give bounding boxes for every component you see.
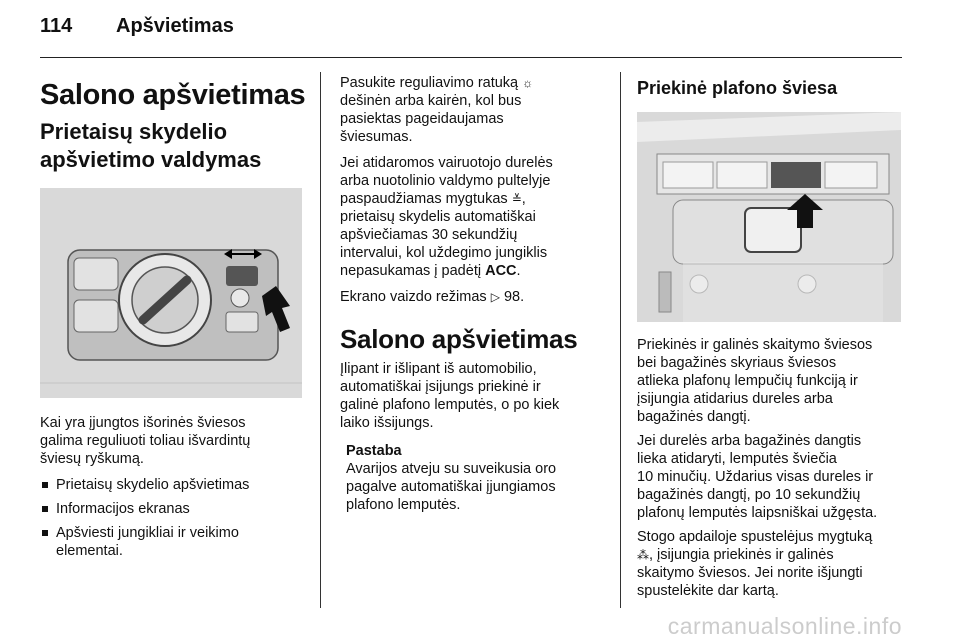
text-line: įsijungia atidarius dureles arba xyxy=(637,391,833,407)
list-item xyxy=(40,500,306,518)
text-line: bei bagažinės skyriaus šviesos xyxy=(637,355,837,371)
list-item-text: Prietaisų skydelio apšvietimas xyxy=(56,477,250,493)
text-line: spustelėkite dar kartą. xyxy=(637,583,779,599)
note-text xyxy=(346,460,586,514)
text-line: bagažinės dangtį, po 10 sekundžių xyxy=(637,487,861,503)
page-reference: 98. xyxy=(503,289,525,305)
note-block xyxy=(340,442,586,514)
roof-button-paragraph xyxy=(637,528,905,600)
text-line: paspaudžiamas mygtukas xyxy=(340,191,508,207)
bullet-square-icon xyxy=(42,482,48,488)
list-item-text: elementai. xyxy=(56,543,123,559)
text-line: , įsijungia priekinės ir galinės xyxy=(649,547,834,563)
section-title: Apšvietimas xyxy=(116,15,234,37)
text-line: automatiškai įsijungs priekinė ir xyxy=(340,379,541,395)
page-number: 114 xyxy=(40,15,73,37)
text-line: plafono lemputės. xyxy=(346,497,461,513)
front-courtesy-light-figure xyxy=(637,112,901,322)
text-line: 10 minučių. Uždarius visas dureles ir xyxy=(637,469,874,485)
text-line: laiko išsijungs. xyxy=(340,415,434,431)
text-line: Ekrano vaizdo režimas xyxy=(340,289,487,305)
text-line: pasiektas pageidaujamas xyxy=(340,111,504,127)
column-2 xyxy=(340,72,586,514)
reading-lights-paragraph xyxy=(637,336,905,426)
text-line: bagažinės dangtį. xyxy=(637,409,751,425)
page-reference-icon: ▷ xyxy=(490,290,500,304)
intro-paragraph xyxy=(40,414,306,468)
column-divider-2 xyxy=(620,72,621,608)
text-line: dešinėn arba kairėn, kol bus xyxy=(340,93,522,109)
list-item xyxy=(40,524,306,560)
text-line: Pasukite reguliavimo ratuką xyxy=(340,75,519,91)
list-item-text: Apšviesti jungikliai ir veikimo xyxy=(56,525,239,541)
unlock-button-icon: ≚ xyxy=(511,192,522,206)
text-line: Avarijos atveju su suveikusia oro xyxy=(346,461,557,477)
column-3 xyxy=(637,72,905,600)
text-line: lieka atidaryti, lemputės šviečia xyxy=(637,451,837,467)
text-line: apšviečiamas 30 sekundžių xyxy=(340,227,518,243)
thumbwheel-icon: ☼ xyxy=(522,76,534,90)
subsection-heading xyxy=(40,118,306,174)
text-line: skaitymo šviesos. Jei norite išjungti xyxy=(637,565,863,581)
text-line: prietaisų skydelis automatiškai xyxy=(340,209,536,225)
column-1 xyxy=(40,72,306,560)
text-line: galinė plafono lemputės, o po kiek xyxy=(340,397,560,413)
door-paragraph: Jei atidaromos vairuotojo durelės arba nuotolinio valdymo pultelyje paspaudžiamas mygtukas ≚, prietaisų skydelis automatiškai apšviečiamas 30 sekundžių intervalui, kol uždegimo jungiklis nepasukamas į padėtį ACC. xyxy=(340,155,553,279)
interior-paragraph xyxy=(340,360,586,432)
column-divider-1 xyxy=(320,72,321,608)
chapter-heading: Salono apšvietimas xyxy=(40,79,306,111)
courtesy-light-button-icon: ⁂ xyxy=(637,548,649,562)
instrument-panel-dial-figure xyxy=(40,188,302,398)
text-line: Priekinės ir galinės skaitymo šviesos xyxy=(637,337,873,353)
header-rule xyxy=(40,57,902,58)
list-item xyxy=(40,476,306,494)
subheading-line: apšvietimo valdymas xyxy=(40,147,262,172)
text-line: nepasukamas į padėtį xyxy=(340,263,482,279)
bullet-square-icon xyxy=(42,530,48,536)
text-line: arba nuotolinio valdymo pultelyje xyxy=(340,173,551,189)
text-line: Jei durelės arba bagažinės dangtis xyxy=(637,433,862,449)
watermark: carmanualsonline.info xyxy=(667,613,902,639)
section-heading: Salono apšvietimas xyxy=(340,324,578,354)
text-line: šviesų ryškumą. xyxy=(40,451,144,467)
text-line: pagalve automatiškai įjungiamos xyxy=(346,479,556,495)
list-item-text: Informacijos ekranas xyxy=(56,501,190,517)
text-line: intervalui, kol uždegimo jungiklis xyxy=(340,245,548,261)
subsection-heading: Priekinė plafono šviesa xyxy=(637,78,838,98)
note-title: Pastaba xyxy=(346,443,402,459)
text-line: atlieka plafonų lempučių funkciją ir xyxy=(637,373,858,389)
text-line: šviesumas. xyxy=(340,129,413,145)
dial-paragraph xyxy=(340,74,586,146)
bullet-square-icon xyxy=(42,506,48,512)
text-line: Jei atidaromos vairuotojo durelės xyxy=(340,155,553,171)
display-mode-reference xyxy=(340,288,586,306)
text-line: Stogo apdailoje spustelėjus mygtuką xyxy=(637,529,873,545)
ignition-position-label: ACC xyxy=(485,263,517,279)
timeout-paragraph xyxy=(637,432,905,522)
text-line: plafonų lemputės laipsniškai užgęsta. xyxy=(637,505,878,521)
text-line: galima reguliuoti toliau išvardintų xyxy=(40,433,251,449)
text-line: Įlipant ir išlipant iš automobilio, xyxy=(340,361,537,377)
text-line: Kai yra įjungtos išorinės šviesos xyxy=(40,415,246,431)
subheading-line: Prietaisų skydelio xyxy=(40,119,228,144)
